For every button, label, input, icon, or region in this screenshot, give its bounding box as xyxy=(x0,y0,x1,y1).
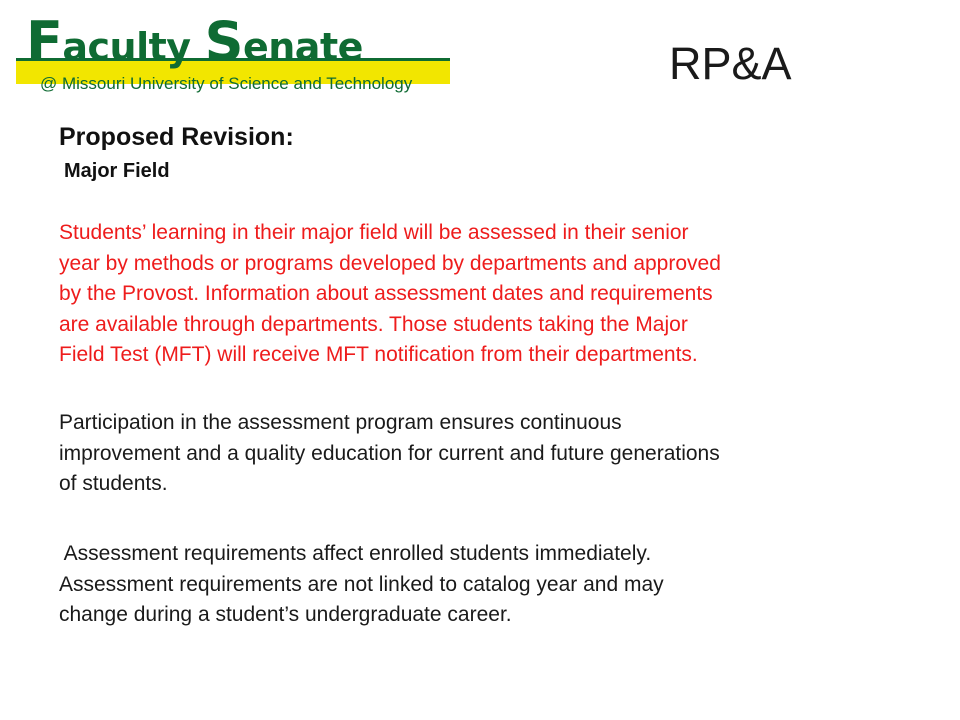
paragraph-line: are available through departments. Those students taking the Major xyxy=(59,312,688,336)
paragraph-line: change during a student’s undergraduate career. xyxy=(59,603,512,626)
page-subheading: Major Field xyxy=(64,160,170,182)
logo-letter-s: S xyxy=(204,10,243,73)
logo-word-aculty: aculty xyxy=(62,25,191,69)
paragraph-line: by the Provost. Information about assessment dates and requirements xyxy=(59,282,713,305)
page-heading: Proposed Revision: xyxy=(59,123,294,151)
paragraph-line: Assessment requirements are not linked to catalog year and may xyxy=(59,572,664,596)
logo-title xyxy=(26,10,363,73)
logo-subtitle: @ Missouri University of Science and Technology xyxy=(40,74,413,93)
paragraph-requirements xyxy=(59,539,929,631)
paragraph-line: Participation in the assessment program ensures continuous xyxy=(59,411,622,434)
header-tag: RP&A xyxy=(669,38,792,89)
faculty-senate-logo xyxy=(16,10,450,100)
logo-word-enate: enate xyxy=(242,25,363,69)
paragraph-line: year by methods or programs developed by departments and approved xyxy=(59,251,721,275)
paragraph-line: Assessment requirements affect enrolled students immediately. xyxy=(59,542,652,565)
paragraph-major-field xyxy=(59,218,929,371)
paragraph-line: improvement and a quality education for current and future generations xyxy=(59,441,720,465)
paragraph-line: Field Test (MFT) will receive MFT notification from their departments. xyxy=(59,343,698,366)
paragraph-line: of students. xyxy=(59,472,168,495)
logo-letter-f: F xyxy=(26,10,63,73)
paragraph-line: Students’ learning in their major field will be assessed in their senior xyxy=(59,221,689,244)
paragraph-participation xyxy=(59,408,929,500)
